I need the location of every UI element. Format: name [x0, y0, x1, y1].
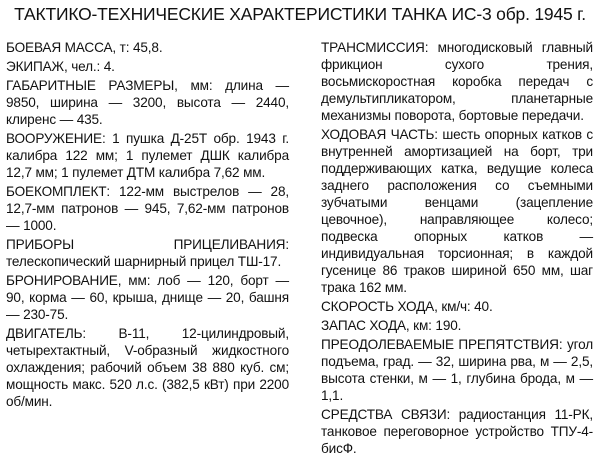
spec-heading: ХОДОВАЯ ЧАСТЬ	[321, 127, 435, 142]
spec-heading: БОЕКОМПЛЕКТ	[6, 184, 107, 199]
spec-range	[321, 317, 593, 334]
spec-transmission	[321, 39, 593, 124]
spec-combat-weight	[6, 39, 289, 56]
spec-heading: ПРЕОДОЛЕВАЕМЫЕ ПРЕПЯТСТВИЯ	[321, 337, 559, 352]
spec-text: : угол подъема, град. — 32, ширина рва, м — 2,5, высота стенки, м — 1, глубина брода, м — 1,1.	[321, 337, 593, 403]
spec-text: : телескопический шарнирный прицел ТШ-17.	[6, 237, 289, 269]
spec-heading: ЭКИПАЖ	[6, 59, 64, 74]
spec-armament	[6, 130, 289, 181]
spec-heading: ВООРУЖЕНИЕ	[6, 131, 102, 146]
spec-heading: ЗАПАС ХОДА	[321, 318, 406, 333]
spec-ammunition	[6, 183, 289, 234]
spec-heading: СРЕДСТВА СВЯЗИ	[321, 407, 447, 422]
spec-dimensions	[6, 77, 289, 128]
spec-text: , чел.: 4.	[63, 59, 115, 74]
spec-heading: БРОНИРОВАНИЕ	[6, 273, 118, 288]
spec-text: : радиостанция 11-РК, танковое переговорное устройство ТПУ-4-бисФ.	[321, 407, 593, 456]
spec-engine	[6, 325, 289, 410]
spec-heading: ТРАНСМИССИЯ	[321, 40, 425, 55]
spec-heading: ГАБАРИТНЫЕ РАЗМЕРЫ	[6, 78, 175, 93]
spec-sights	[6, 236, 289, 270]
left-column	[6, 39, 289, 412]
spec-text: : 1 пушка Д-25Т обр. 1943 г. калибра 122 мм; 1 пулемет ДШК калибра 12,7 мм; 1 пулемет ДТМ калибра 7,62 мм.	[6, 131, 289, 180]
spec-text: , т: 45,8.	[112, 40, 163, 55]
spec-text: , км: 190.	[405, 318, 462, 333]
spec-heading: СКОРОСТЬ	[321, 299, 394, 314]
spec-text: : многодисковый главный фрикцион сухого трения, восьмискоростная коробка передач с демультипликатором, планетарные механизмы поворота, бортовые передачи.	[321, 40, 593, 123]
spec-heading: ДВИГАТЕЛЬ	[6, 326, 83, 341]
spec-text: ХОДА, км/ч: 40.	[393, 299, 493, 314]
spec-text: : В-11, 12-цилиндровый, четырехтактный, V-образный жидкостного охлаждения; рабочий объем 38 880 куб. см; мощность макс. 520 л.с. (382,5 кВт) при 2200 об/мин.	[6, 326, 289, 409]
right-column	[321, 39, 593, 459]
spec-running-gear	[321, 126, 593, 296]
page-title: ТАКТИКО-ТЕХНИЧЕСКИЕ ХАРАКТЕРИСТИКИ ТАНКА ИС-3 обр. 1945 г.	[14, 4, 586, 24]
spec-text: , мм: лоб — 120, борт — 90, корма — 60, крыша, днище — 20, башня — 230-75.	[6, 273, 289, 322]
spec-text: : 122-мм выстрелов — 28, 12,7-мм патронов — 945, 7,62-мм патронов — 1000.	[6, 184, 289, 233]
spec-communications	[321, 406, 593, 457]
spec-heading: ПРИБОРЫ ПРИЦЕЛИВАНИЯ	[6, 237, 286, 252]
spec-armor	[6, 272, 289, 323]
spec-speed	[321, 298, 593, 315]
spec-heading: БОЕВАЯ МАССА	[6, 40, 113, 55]
spec-obstacles	[321, 336, 593, 404]
spec-text: : шесть опорных катков с внутренней амортизацией на борт, три поддерживающих катка, ведущие колеса заднего расположения со съемными зубчатыми венцами (зацепление цевочное), направляющее колесо; подвеска опорных катков — индивидуальная торсионная; в каждой гусенице 86 траков шириной 650 мм, шаг трака 162 мм.	[321, 127, 593, 295]
spec-crew	[6, 58, 289, 75]
spec-text: , мм: длина — 9850, ширина — 3200, высота — 2440, клиренс — 435.	[6, 78, 289, 127]
